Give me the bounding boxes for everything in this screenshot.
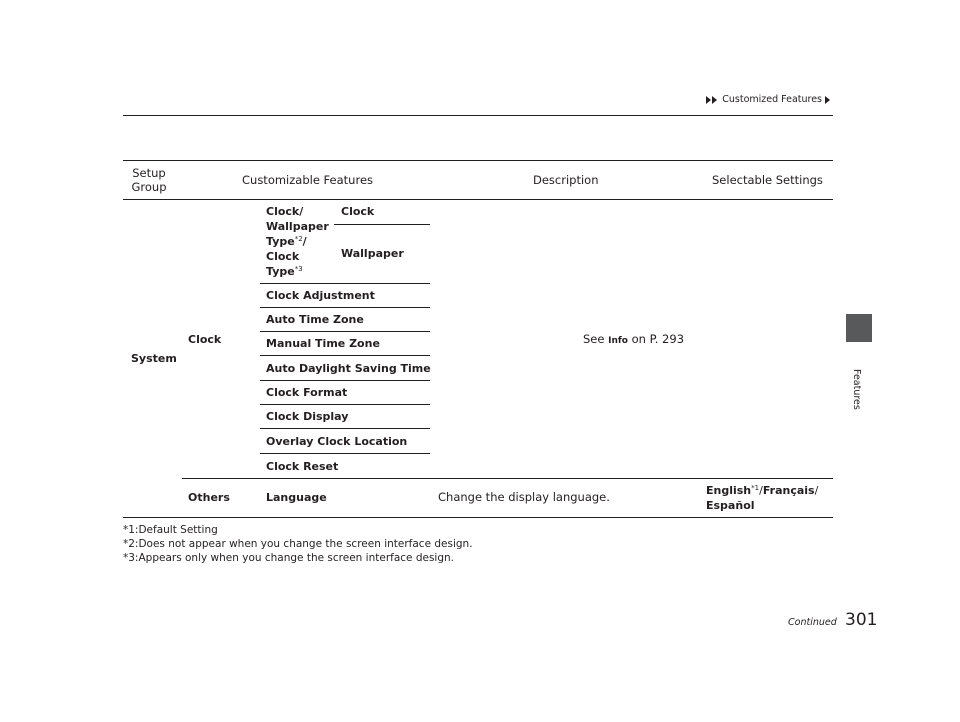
footnote-ref: *1 <box>751 484 760 492</box>
group-system: System <box>131 352 177 365</box>
feature-label-line: Clock <box>266 250 300 263</box>
column-header-description: Description <box>533 173 599 187</box>
separator: / <box>302 235 307 248</box>
breadcrumb-arrow-icon <box>706 96 711 104</box>
column-header-line: Group <box>131 180 167 194</box>
section-tab-marker <box>846 314 872 342</box>
option-english: English <box>706 484 752 497</box>
table-top-rule <box>123 160 833 161</box>
feature-label-line: Wallpaper <box>266 220 329 233</box>
footnote-1: *1:Default Setting <box>123 524 218 536</box>
subgroup-others: Others <box>188 491 230 504</box>
column-header-line: Setup <box>132 166 166 180</box>
language-options <box>706 483 818 513</box>
page-number: 301 <box>845 610 878 630</box>
language-options-line <box>706 483 818 498</box>
separator: / <box>814 484 819 497</box>
footnote-3: *3:Appears only when you change the screen interface design. <box>123 552 455 564</box>
breadcrumb <box>706 94 831 105</box>
row-rule <box>334 224 430 225</box>
separator: / <box>759 484 763 497</box>
column-header-customizable: Customizable Features <box>242 173 374 187</box>
feature-clock-reset: Clock Reset <box>266 460 339 473</box>
breadcrumb-arrow-icon <box>825 96 830 104</box>
section-side-label: Features <box>851 369 862 410</box>
row-rule <box>260 331 430 332</box>
feature-label-line: Clock/ <box>266 205 304 218</box>
table-header-rule <box>123 199 833 200</box>
continued-label: Continued <box>788 617 837 628</box>
info-link[interactable]: Info <box>608 336 628 346</box>
option-francais: Français <box>762 484 815 497</box>
feature-overlay-clock-location: Overlay Clock Location <box>266 435 408 448</box>
option-clock: Clock <box>341 205 375 218</box>
footnote-ref: *3 <box>294 265 303 273</box>
feature-label-line <box>266 264 329 279</box>
feature-clock-display: Clock Display <box>266 410 349 423</box>
table-bottom-rule <box>123 517 833 518</box>
footnote-2: *2:Does not appear when you change the screen interface design. <box>123 538 473 550</box>
row-rule <box>260 307 430 308</box>
feature-clock-adjustment: Clock Adjustment <box>266 289 375 302</box>
subgroup-clock: Clock <box>188 333 222 346</box>
feature-label-text: Type <box>266 265 295 278</box>
column-header-selectable: Selectable Settings <box>712 173 823 187</box>
feature-label-text: Type <box>266 235 295 248</box>
option-espanol: Español <box>706 499 755 512</box>
feature-clock-format: Clock Format <box>266 386 348 399</box>
row-rule <box>260 380 430 381</box>
feature-label-line <box>266 234 329 249</box>
group-rule <box>182 478 833 479</box>
feature-auto-time-zone: Auto Time Zone <box>266 313 364 326</box>
description-text: See <box>583 332 605 346</box>
header-rule <box>123 115 833 116</box>
row-rule <box>260 404 430 405</box>
feature-manual-time-zone: Manual Time Zone <box>266 337 380 350</box>
row-rule <box>260 355 430 356</box>
column-header-setup-group <box>123 166 175 194</box>
description-see-info <box>583 332 684 349</box>
option-wallpaper: Wallpaper <box>341 247 404 260</box>
feature-clock-wallpaper-type <box>266 204 329 279</box>
description-language: Change the display language. <box>438 490 610 504</box>
footnote-ref: *2 <box>294 235 303 243</box>
description-page-ref: on P. 293 <box>631 332 685 346</box>
breadcrumb-label: Customized Features <box>722 94 822 105</box>
row-rule <box>260 453 430 454</box>
row-rule <box>260 283 430 284</box>
breadcrumb-arrow-icon <box>712 96 717 104</box>
feature-auto-daylight-saving-time: Auto Daylight Saving Time <box>266 362 431 375</box>
row-rule <box>260 428 430 429</box>
feature-language: Language <box>266 491 327 504</box>
